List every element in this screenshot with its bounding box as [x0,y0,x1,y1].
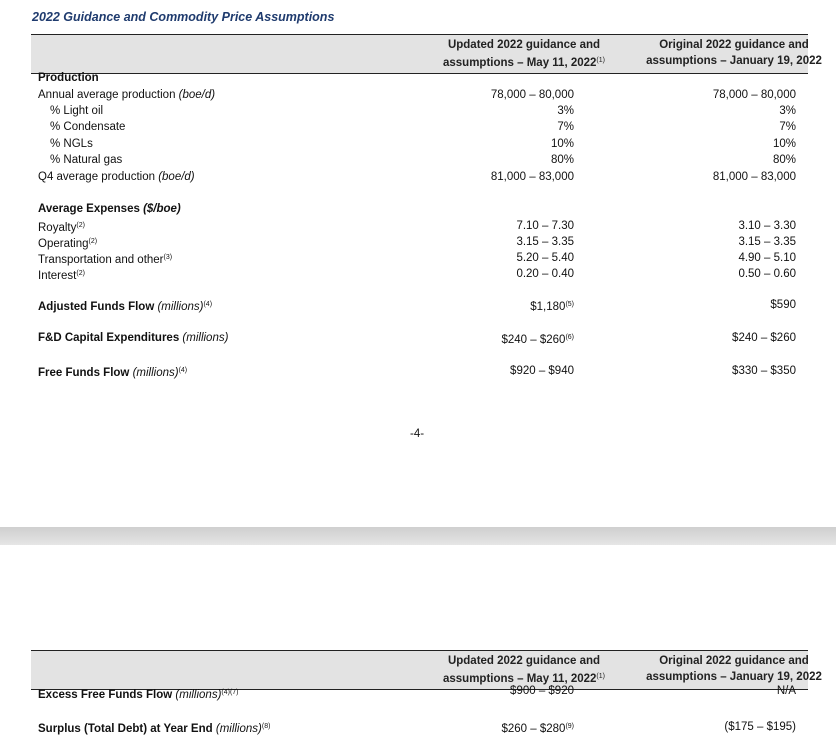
table-row-average-expenses: Average Expenses ($/boe) [38,203,181,215]
table-header-page-2 [31,650,822,690]
page-number: -4- [410,428,425,440]
table-row-operating: Operating$^{(2)}$ 3.15 – 3.35 3.15 – 3.35 [38,236,796,250]
table-row-royalty: Royalty$^{(2)}$ 7.10 – 7.30 3.10 – 3.30 [38,220,796,234]
table-row-condensate: % Condensate 7% 7% [50,121,796,133]
table-row-interest: Interest$^{(2)}$ 0.20 – 0.40 0.50 – 0.60 [38,268,796,282]
document-page-2 [0,545,836,747]
table-row-q4-production: Q4 average production (boe/d) 81,000 – 83,000 81,000 – 83,000 [38,171,796,183]
table-row-fd-capex: F&D Capital Expenditures (millions) $240 – $260$^{(6)}$ $240 – $260 [38,332,796,346]
header-updated-guidance: Updated 2022 guidance and assumptions – May 11, 2022$^{(1)}$ [443,39,605,69]
table-row-annual-production: Annual average production (boe/d) 78,000 – 80,000 78,000 – 80,000 [38,89,796,101]
header-updated-guidance-page-2: Updated 2022 guidance and assumptions – May 11, 2022$^{(1)}$ [443,655,605,685]
header-original-guidance-page-2: Original 2022 guidance and assumptions – January 19, 2022 [646,655,822,683]
table-row-transportation: Transportation and other$^{(3)}$ 5.20 – 5.40 4.90 – 5.10 [38,252,796,266]
table-row-surplus-total-debt: Surplus (Total Debt) at Year End (millions)$^{(8)}$ $260 – $280$^{(9)}$ ($175 – $195) [38,721,796,735]
section-title: 2022 Guidance and Commodity Price Assumptions [32,10,335,24]
table-row-free-funds-flow: Free Funds Flow (millions)$^{(4)}$ $920 – $940 $330 – $350 [38,365,796,379]
header-original-guidance: Original 2022 guidance and assumptions – January 19, 2022 [646,39,822,67]
table-row-adjusted-funds-flow: Adjusted Funds Flow (millions)$^{(4)}$ $1,180$^{(5)}$ $590 [38,299,796,313]
table-header [31,34,822,74]
page-separator [0,527,836,545]
table-row-natural-gas: % Natural gas 80% 80% [50,154,796,166]
table-row-production: Production [38,72,99,84]
table-row-ngls: % NGLs 10% 10% [50,138,796,150]
table-row-excess-free-funds-flow: Excess Free Funds Flow (millions)$^{(4)(7)}$ $900 – $920 N/A [38,685,796,701]
table-row-light-oil: % Light oil 3% 3% [50,105,796,117]
